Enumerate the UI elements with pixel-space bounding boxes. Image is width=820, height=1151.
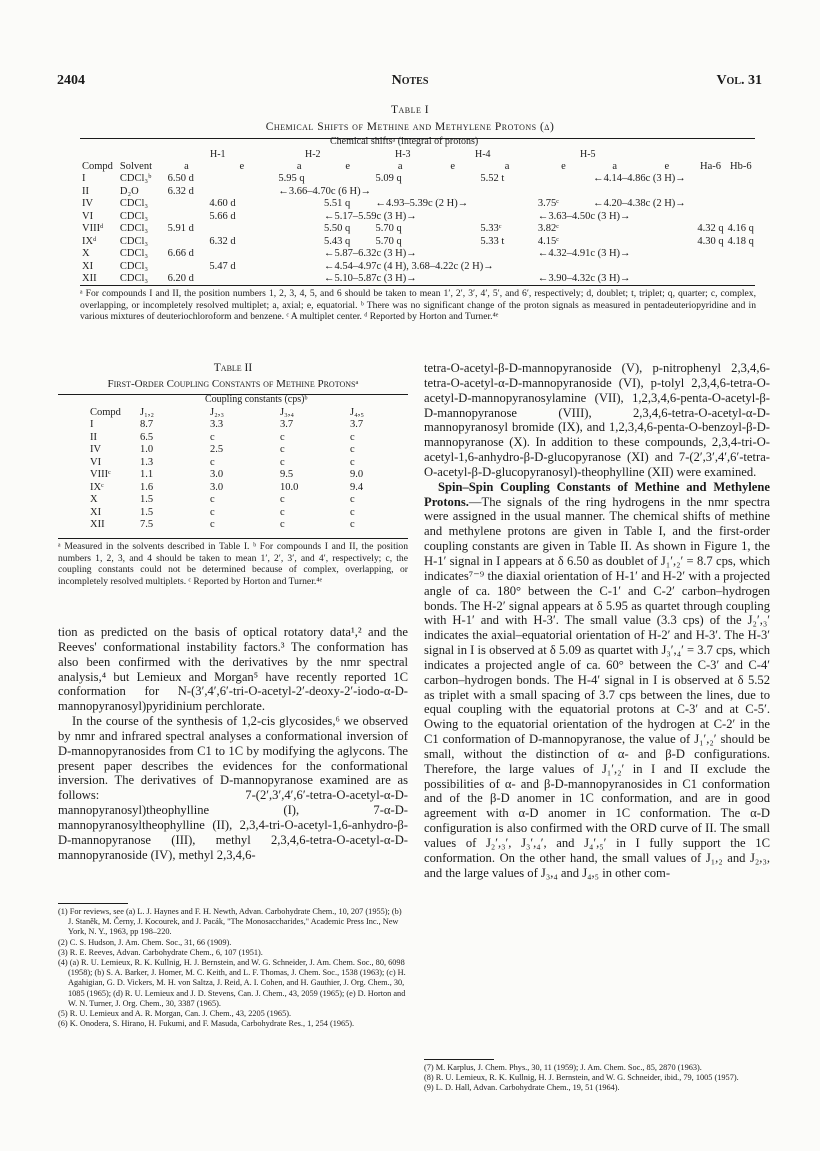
reference: (3) R. E. Reeves, Advan. Carbohydrate Chem., 6, 107 (1951). <box>58 947 263 957</box>
cell: 6.32 d <box>167 185 194 197</box>
cell: XI <box>82 260 94 272</box>
cell: VI <box>82 210 94 222</box>
cell: IV <box>90 444 102 456</box>
cell: c <box>350 519 355 531</box>
th: e <box>664 160 670 172</box>
table1-title: Chemical Shifts of Methine and Methylene Protons (δ) <box>265 121 555 133</box>
cell <box>207 173 276 186</box>
table-row <box>58 419 408 432</box>
right-column-text <box>424 361 770 881</box>
paragraph: In the course of the synthesis of 1,2-cis glycosides,⁶ we observed by nmr and infrared spectral analyses a conformational inversion of D-mannopyranosides from C1 to 1C by modifying the aglycons. The present paper describes the evidences for the conformational inversion. The derivatives of D-mannopyranose examined are as follows: 7-(2′,3′,4′,6′-tetra-O-acetyl-α-D-mannopyranosyl)theophylline (I), 7-α-D-mannopyranosyltheophylline (II), 2,3,4-tri-O-acetyl-1,6-anhydro-β-D-mannopyranose (III), methyl 2,3,4,6-tetra-O-acetyl-α-D-mannopyranoside (IV), methyl 2,3,4,6- <box>58 714 408 862</box>
table-row <box>80 235 756 248</box>
cell: 5.70 q <box>375 223 402 235</box>
reference: (1) For reviews, see (a) L. J. Haynes and F. H. Newth, Advan. Carbohydrate Chem., 10, 207 (1955); (b) J. Staněk, M. Černy, J. Kocourek, and J. Pacák, "The Monosaccharides," Academic Press Inc., New York, N. Y., 1963, pp 198–220. <box>58 907 402 937</box>
th: J₁,₂ <box>140 406 155 418</box>
cell: 5.47 d <box>209 260 236 272</box>
cell: 4.18 q <box>727 235 754 247</box>
page-number: 2404 <box>57 73 85 88</box>
cell: c <box>350 444 355 456</box>
cell: ←4.20–4.38c (2 H)→ <box>593 198 686 210</box>
section-paragraph <box>424 480 770 881</box>
cell: 5.51 q <box>323 198 351 210</box>
cell: VIIIᶜ <box>90 469 111 481</box>
cell: CDCl₃ <box>119 260 149 272</box>
reference: (8) R. U. Lemieux, R. K. Kullnig, H. J. Bernstein, and W. G. Schneider, ibid., 79, 1005 (1957). <box>424 1073 739 1083</box>
table2-footnote: ᵃ Measured in the solvents described in Table I. ᵇ For compounds I and II, the position numbers 1, 2, 3, and 4 should be taken to mean 1′, 2′, 3′, and 4′, respectively; c, the coupling constants could not be determined because of complex, overlapping, or incompletely resolved multiplets. ᶜ Reported by Horton and Turner.⁴ᵉ <box>58 541 408 587</box>
th: J₄,₅ <box>350 406 365 418</box>
cell: CDCl₃ <box>119 235 149 247</box>
cell: VIIIᵈ <box>82 223 104 235</box>
col-group-h5: H-5 <box>580 149 596 160</box>
th: e <box>450 160 456 172</box>
cell: c <box>350 494 355 506</box>
th: a <box>296 160 302 172</box>
running-head: Notes <box>391 73 429 88</box>
table-row <box>58 519 408 532</box>
cell: 1.6 <box>140 481 154 493</box>
table1-subheader-row <box>80 160 756 173</box>
table-row <box>58 456 408 469</box>
cell: CDCl₃ <box>119 210 149 222</box>
cell: I <box>82 173 86 185</box>
table2-bottom-rule <box>58 538 408 539</box>
th: J₃,₄ <box>280 406 295 418</box>
table1 <box>80 160 756 285</box>
table1-footnote: ᵃ For compounds I and II, the position numbers 1, 2, 3, 4, 5, and 6 should be taken to mean 1′, 2′, 3′, 4′, 5′, and 6′, respectively; d, doublet; t, triplet; q, quarter; c, complex, overlapping, or incompletely resolved multiplet; a, axial; e, equatorial. ᵇ There was no significant change of the proton signals as measured in pentadeuteriopyridine and in various mixtures of deuteriochloroform and benzene. ᶜ A multiplet center. ᵈ Reported by Horton and Turner.⁴ᵉ <box>80 288 756 323</box>
cell: 1.5 <box>140 506 154 518</box>
cell: 6.5 <box>140 431 154 443</box>
section-heading: Spin–Spin Coupling Constants of Methine and Methylene Protons. <box>424 479 770 509</box>
cell: XI <box>90 506 102 518</box>
cell: ←5.87–6.32c (3 H)→ <box>323 248 417 260</box>
table-row <box>80 185 756 198</box>
table1-label: Table I <box>390 104 430 116</box>
cell: ←5.10–5.87c (3 H)→ <box>323 273 417 285</box>
cell: D₂O <box>119 185 139 197</box>
table2-title: First-Order Coupling Constants of Methine Protonsᵃ <box>107 378 359 390</box>
paragraph: tetra-O-acetyl-β-D-mannopyranoside (V), p-nitrophenyl 2,3,4,6-tetra-O-acetyl-α-D-mannopyranoside (VI), p-tolyl 2,3,4,6-tetra-O-acetyl-D-mannopyranosylamine (VII), 1,2,3,4,6-penta-O-acetyl-β-D-mannopyranose (VIII), 2,3,4,6-tetra-O-acetyl-α-D-mannopyranosyl bromide (IX), and 1,2,3,4,6-penta-O-benzoyl-β-D-mannopyranose (X). In addition to these compounds, 2,3,4-tri-O-acetyl-1,6-anhydro-β-D-glucopyranose (XI) and 7-(2′,3′,4′,6′-tetra-O-acetyl-β-D-glucopyranosyl)-theophylline (XII) were examined. <box>424 361 770 479</box>
th: Compd <box>90 406 121 418</box>
cell: ←3.90–4.32c (3 H)→ <box>537 273 631 285</box>
cell: XII <box>82 273 97 285</box>
cell: ←4.14–4.86c (3 H)→ <box>593 173 686 185</box>
col-group-h2: H-2 <box>305 149 321 160</box>
cell: 1.5 <box>140 494 154 506</box>
cell: c <box>210 506 215 518</box>
table-row <box>80 223 756 236</box>
cell: c <box>280 444 285 456</box>
table-row <box>58 444 408 457</box>
cell: 4.32 q <box>697 223 724 235</box>
cell: 9.0 <box>350 469 364 481</box>
table2-label: Table II <box>213 362 253 374</box>
cell: 5.09 q <box>375 173 402 185</box>
cell: 5.33ᶜ <box>480 223 502 235</box>
table-row <box>80 248 756 261</box>
cell: c <box>350 456 355 468</box>
cell: 3.3 <box>210 419 224 431</box>
table2 <box>58 406 408 531</box>
cell: 9.5 <box>280 469 294 481</box>
th: a <box>612 160 618 172</box>
cell: 9.4 <box>350 481 364 493</box>
cell: 4.15ᶜ <box>537 235 559 247</box>
cell: 6.66 d <box>167 248 194 260</box>
th: a <box>184 160 189 172</box>
cell: ←5.17–5.59c (3 H)→ <box>323 210 417 222</box>
cell: 4.60 d <box>209 198 236 210</box>
cell: CDCl₃ <box>119 273 149 285</box>
footnote-rule-left <box>58 903 128 904</box>
table1-group-header: Chemical shiftsᵃ (integral of protons) <box>330 136 479 147</box>
right-references <box>424 1063 770 1094</box>
cell: 6.20 d <box>167 273 194 285</box>
th: e <box>561 160 566 172</box>
cell: XII <box>90 519 105 531</box>
cell: 5.52 t <box>480 173 505 185</box>
table1-bottom-rule <box>80 285 755 286</box>
th: J₂,₃ <box>210 406 225 418</box>
cell: c <box>280 519 285 531</box>
cell: 4.16 q <box>727 223 754 235</box>
th: Solvent <box>119 160 153 172</box>
th: e <box>345 160 351 172</box>
cell: ←3.66–4.70c (6 H)→ <box>278 185 372 197</box>
cell: 5.66 d <box>209 210 236 222</box>
cell: 3.82ᶜ <box>537 223 559 235</box>
cell: c <box>210 519 215 531</box>
cell: II <box>82 185 89 197</box>
cell: ←4.54–4.97c (4 H), 3.68–4.22c (2 H)→ <box>323 260 494 272</box>
col-group-h3: H-3 <box>395 149 411 160</box>
table-row <box>58 494 408 507</box>
reference: (9) L. D. Hall, Advan. Carbohydrate Chem., 19, 51 (1964). <box>424 1083 620 1093</box>
table-row <box>58 481 408 494</box>
cell: 1.3 <box>140 456 154 468</box>
th: Ha-6 <box>700 160 721 172</box>
cell: 2.5 <box>210 444 224 456</box>
cell: 3.75ᶜ <box>537 198 559 210</box>
cell: CDCl₃ <box>119 198 149 210</box>
footnote-rule-right <box>424 1059 494 1060</box>
table-row <box>80 273 756 286</box>
table2-header-row <box>58 406 408 419</box>
reference: (7) M. Karplus, J. Chem. Phys., 30, 11 (1959); J. Am. Chem. Soc., 85, 2870 (1963). <box>424 1063 702 1072</box>
paragraph: tion as predicted on the basis of optical rotatory data¹,² and the Reeves' conformational instability factors.³ The conformation has also been confirmed with the derivatives by the nmr spectral analysis,⁴ but Lemieux and Morgan⁵ have recently reported 1C conformation for N-(3′,4′,6′-tri-O-acetyl-2′-deoxy-2′-iodo-α-D-mannopyranosyl)pyridinium perchlorate. <box>58 625 408 714</box>
th: Compd <box>82 160 113 172</box>
cell: ←3.63–4.50c (3 H)→ <box>537 210 631 222</box>
table2-group-header: Coupling constants (cps)ᵇ <box>205 394 308 405</box>
cell: 5.91 d <box>167 223 194 235</box>
cell: II <box>90 431 97 443</box>
cell: c <box>350 431 355 443</box>
cell: 6.50 d <box>167 173 194 185</box>
table-row <box>58 469 408 482</box>
cell: IXᶜ <box>90 481 104 493</box>
cell: CDCl₃ᵇ <box>119 173 152 185</box>
cell: VI <box>90 456 102 468</box>
th: e <box>239 160 245 172</box>
reference: (2) C. S. Hudson, J. Am. Chem. Soc., 31, 66 (1909). <box>58 937 232 947</box>
cell: ←4.32–4.91c (3 H)→ <box>537 248 631 260</box>
cell: c <box>280 494 285 506</box>
table-row <box>80 198 756 211</box>
cell: 10.0 <box>280 481 299 493</box>
col-group-h1: H-1 <box>210 149 226 160</box>
cell: 5.95 q <box>278 173 305 185</box>
cell: 3.7 <box>280 419 294 431</box>
cell: c <box>350 506 355 518</box>
th: a <box>397 160 403 172</box>
cell: c <box>280 456 285 468</box>
table-row <box>80 210 756 223</box>
cell: 6.32 d <box>209 235 236 247</box>
cell: ←4.93–5.39c (2 H)→ <box>375 198 469 210</box>
reference: (4) (a) R. U. Lemieux, R. K. Kullnig, H. J. Bernstein, and W. G. Schneider, J. Am. Chem. Soc., 80, 6098 (1958); (b) S. A. Barker, J. Homer, M. C. Keith, and L. F. Thomas, J. Chem. Soc., 1538 (1963); (c) H. Agahigian, G. D. Vickers, M. H. von Saltza, J. Reid, A. I. Cohen, and H. Gauthier, J. Org. Chem., 30, 1085 (1965); (d) R. U. Lemieux and J. D. Stevens, Can. J. Chem., 43, 2059 (1965); (e) D. Horton and W. N. Turner, J. Org. Chem., 30, 3387 (1965). <box>58 958 406 1008</box>
cell: CDCl₃ <box>119 223 149 235</box>
cell: 8.7 <box>140 419 154 431</box>
cell: 5.33 t <box>480 235 505 247</box>
cell: c <box>210 494 215 506</box>
cell: c <box>210 431 215 443</box>
cell: c <box>280 506 285 518</box>
table-row <box>80 173 756 186</box>
cell: 7.5 <box>140 519 154 531</box>
cell: CDCl₃ <box>119 248 149 260</box>
cell: I <box>90 419 94 431</box>
cell: 3.0 <box>210 469 224 481</box>
cell: 3.0 <box>210 481 224 493</box>
cell: 3.7 <box>350 419 364 431</box>
volume-label: Vol. 31 <box>716 73 762 88</box>
cell: X <box>82 248 90 260</box>
col-group-h4: H-4 <box>475 149 491 160</box>
cell: c <box>280 431 285 443</box>
cell: c <box>210 456 215 468</box>
cell: 1.1 <box>140 469 154 481</box>
table-row <box>58 431 408 444</box>
cell: 5.70 q <box>375 235 402 247</box>
table-row <box>80 260 756 273</box>
cell: 1.0 <box>140 444 154 456</box>
cell: 5.43 q <box>323 235 351 247</box>
cell: X <box>90 494 98 506</box>
reference: (5) R. U. Lemieux and A. R. Morgan, Can. J. Chem., 43, 2205 (1965). <box>58 1009 292 1019</box>
cell: IV <box>82 198 94 210</box>
reference: (6) K. Onodera, S. Hirano, H. Fukumi, and F. Masuda, Carbohydrate Res., 1, 254 (1965). <box>58 1019 355 1029</box>
left-column-text <box>58 625 408 863</box>
th: Hb-6 <box>730 160 752 172</box>
th: a <box>504 160 510 172</box>
cell: IXᵈ <box>82 235 97 247</box>
cell: 5.50 q <box>323 223 351 235</box>
cell: 4.30 q <box>697 235 724 247</box>
paragraph: —The signals of the ring hydrogens in the nmr spectra were assigned in the usual manner. The chemical shifts of methine and methylene protons are given in Table I, and the first-order coupling constants are given in Table II. As shown in Figure 1, the H-1′ signal in I appears at δ 6.50 as doublet of J₁′,₂′ = 8.7 cps, which indicates⁷⁻⁹ the diaxial orientation of H-1′ and H-2′ with a projected angle of ca. 180° between the C-1′ and C-2′ carbon–hydrogen bonds. The H-2′ signal appears at δ 5.95 as quartet through coupling with H-1′ and with H-3′. The small value (3.3 cps) of the J₂′,₃′ indicates the axial–equatorial orientation of H-2′ and H-3′. The H-3′ signal in I is observed at δ 5.09 as quartet with J₃′,₄′ = 3.7 cps, which indicates a projected angle of ca. 60° between the C-3′ and C-4′ carbon–hydrogen bonds. The H-4′ signal in I is observed at δ 5.52 as triplet with a small spacing of 3.7 cps between the lines, due to equal coupling with the equatorial protons at C-3′ and at C-5′. Owing to the equatorial orientation of the hydrogen at C-2′ in the C1 conformation of D-mannopyranose, the value of J₁′,₂′ should be small, without the distinction of α- and β-D configurations. Therefore, the large values of J₁′,₂′ in I and II exclude the possibilities of α- and β-D-mannopyranosides in C1 conformation and of the β-D anomer in 1C conformation, and are in good agreement with α-D anomer in 1C conformation. The α-D configuration is also confirmed with the ORD curve of II. The small values of J₂′,₃′, J₃′,₄′, and J₄′,₅′ in I fully support the 1C conformation. On the other hand, the small values of J₁,₂ and J₂,₃, and the large values of J₃,₄ and J₄,₅ in other com- <box>424 494 770 880</box>
left-references <box>58 907 408 1029</box>
table-row <box>58 506 408 519</box>
